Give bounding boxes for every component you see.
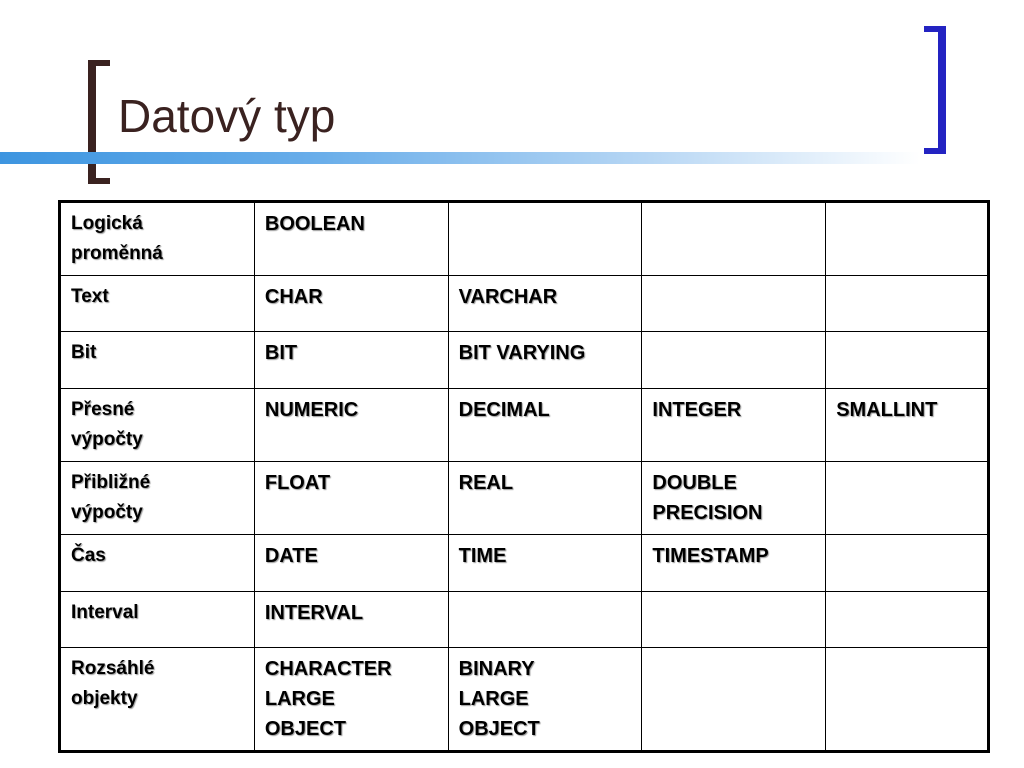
type-cell: FLOAT <box>254 462 448 535</box>
table-row <box>60 276 989 332</box>
right-bracket-decoration <box>924 26 946 154</box>
category-cell: Bit <box>60 332 255 389</box>
type-cell: INTERVAL <box>254 592 448 648</box>
category-cell: Text <box>60 276 255 332</box>
type-cell <box>642 276 826 332</box>
type-cell: CHARACTER LARGE OBJECT <box>254 648 448 752</box>
type-cell: DATE <box>254 535 448 592</box>
type-cell <box>448 202 642 276</box>
type-cell: BIT <box>254 332 448 389</box>
category-cell: Interval <box>60 592 255 648</box>
type-cell: BIT VARYING <box>448 332 642 389</box>
type-cell: DECIMAL <box>448 389 642 462</box>
type-cell: TIME <box>448 535 642 592</box>
type-cell <box>826 276 989 332</box>
table-row <box>60 535 989 592</box>
type-cell: NUMERIC <box>254 389 448 462</box>
type-cell: REAL <box>448 462 642 535</box>
category-cell: Čas <box>60 535 255 592</box>
type-cell: DOUBLE PRECISION <box>642 462 826 535</box>
table-row <box>60 462 989 535</box>
type-cell: SMALLINT <box>826 389 989 462</box>
type-cell: BINARY LARGE OBJECT <box>448 648 642 752</box>
type-cell: TIMESTAMP <box>642 535 826 592</box>
type-cell <box>642 648 826 752</box>
left-bracket-decoration <box>88 60 110 184</box>
type-cell <box>826 202 989 276</box>
table-row <box>60 202 989 276</box>
category-cell: Rozsáhlé objekty <box>60 648 255 752</box>
data-types-table <box>58 200 990 753</box>
type-cell <box>642 202 826 276</box>
category-cell: Přesné výpočty <box>60 389 255 462</box>
table-row <box>60 592 989 648</box>
type-cell <box>826 462 989 535</box>
type-cell <box>826 592 989 648</box>
type-cell <box>826 332 989 389</box>
table-row <box>60 332 989 389</box>
type-cell: BOOLEAN <box>254 202 448 276</box>
type-cell: VARCHAR <box>448 276 642 332</box>
category-cell: Logická proměnná <box>60 202 255 276</box>
type-cell <box>448 592 642 648</box>
type-cell <box>642 332 826 389</box>
table-row <box>60 389 989 462</box>
category-cell: Přibližné výpočty <box>60 462 255 535</box>
slide-title: Datový typ <box>118 90 336 142</box>
table-row <box>60 648 989 752</box>
type-cell <box>642 592 826 648</box>
type-cell: INTEGER <box>642 389 826 462</box>
title-gradient-rule <box>0 152 920 164</box>
type-cell <box>826 648 989 752</box>
type-cell <box>826 535 989 592</box>
type-cell: CHAR <box>254 276 448 332</box>
